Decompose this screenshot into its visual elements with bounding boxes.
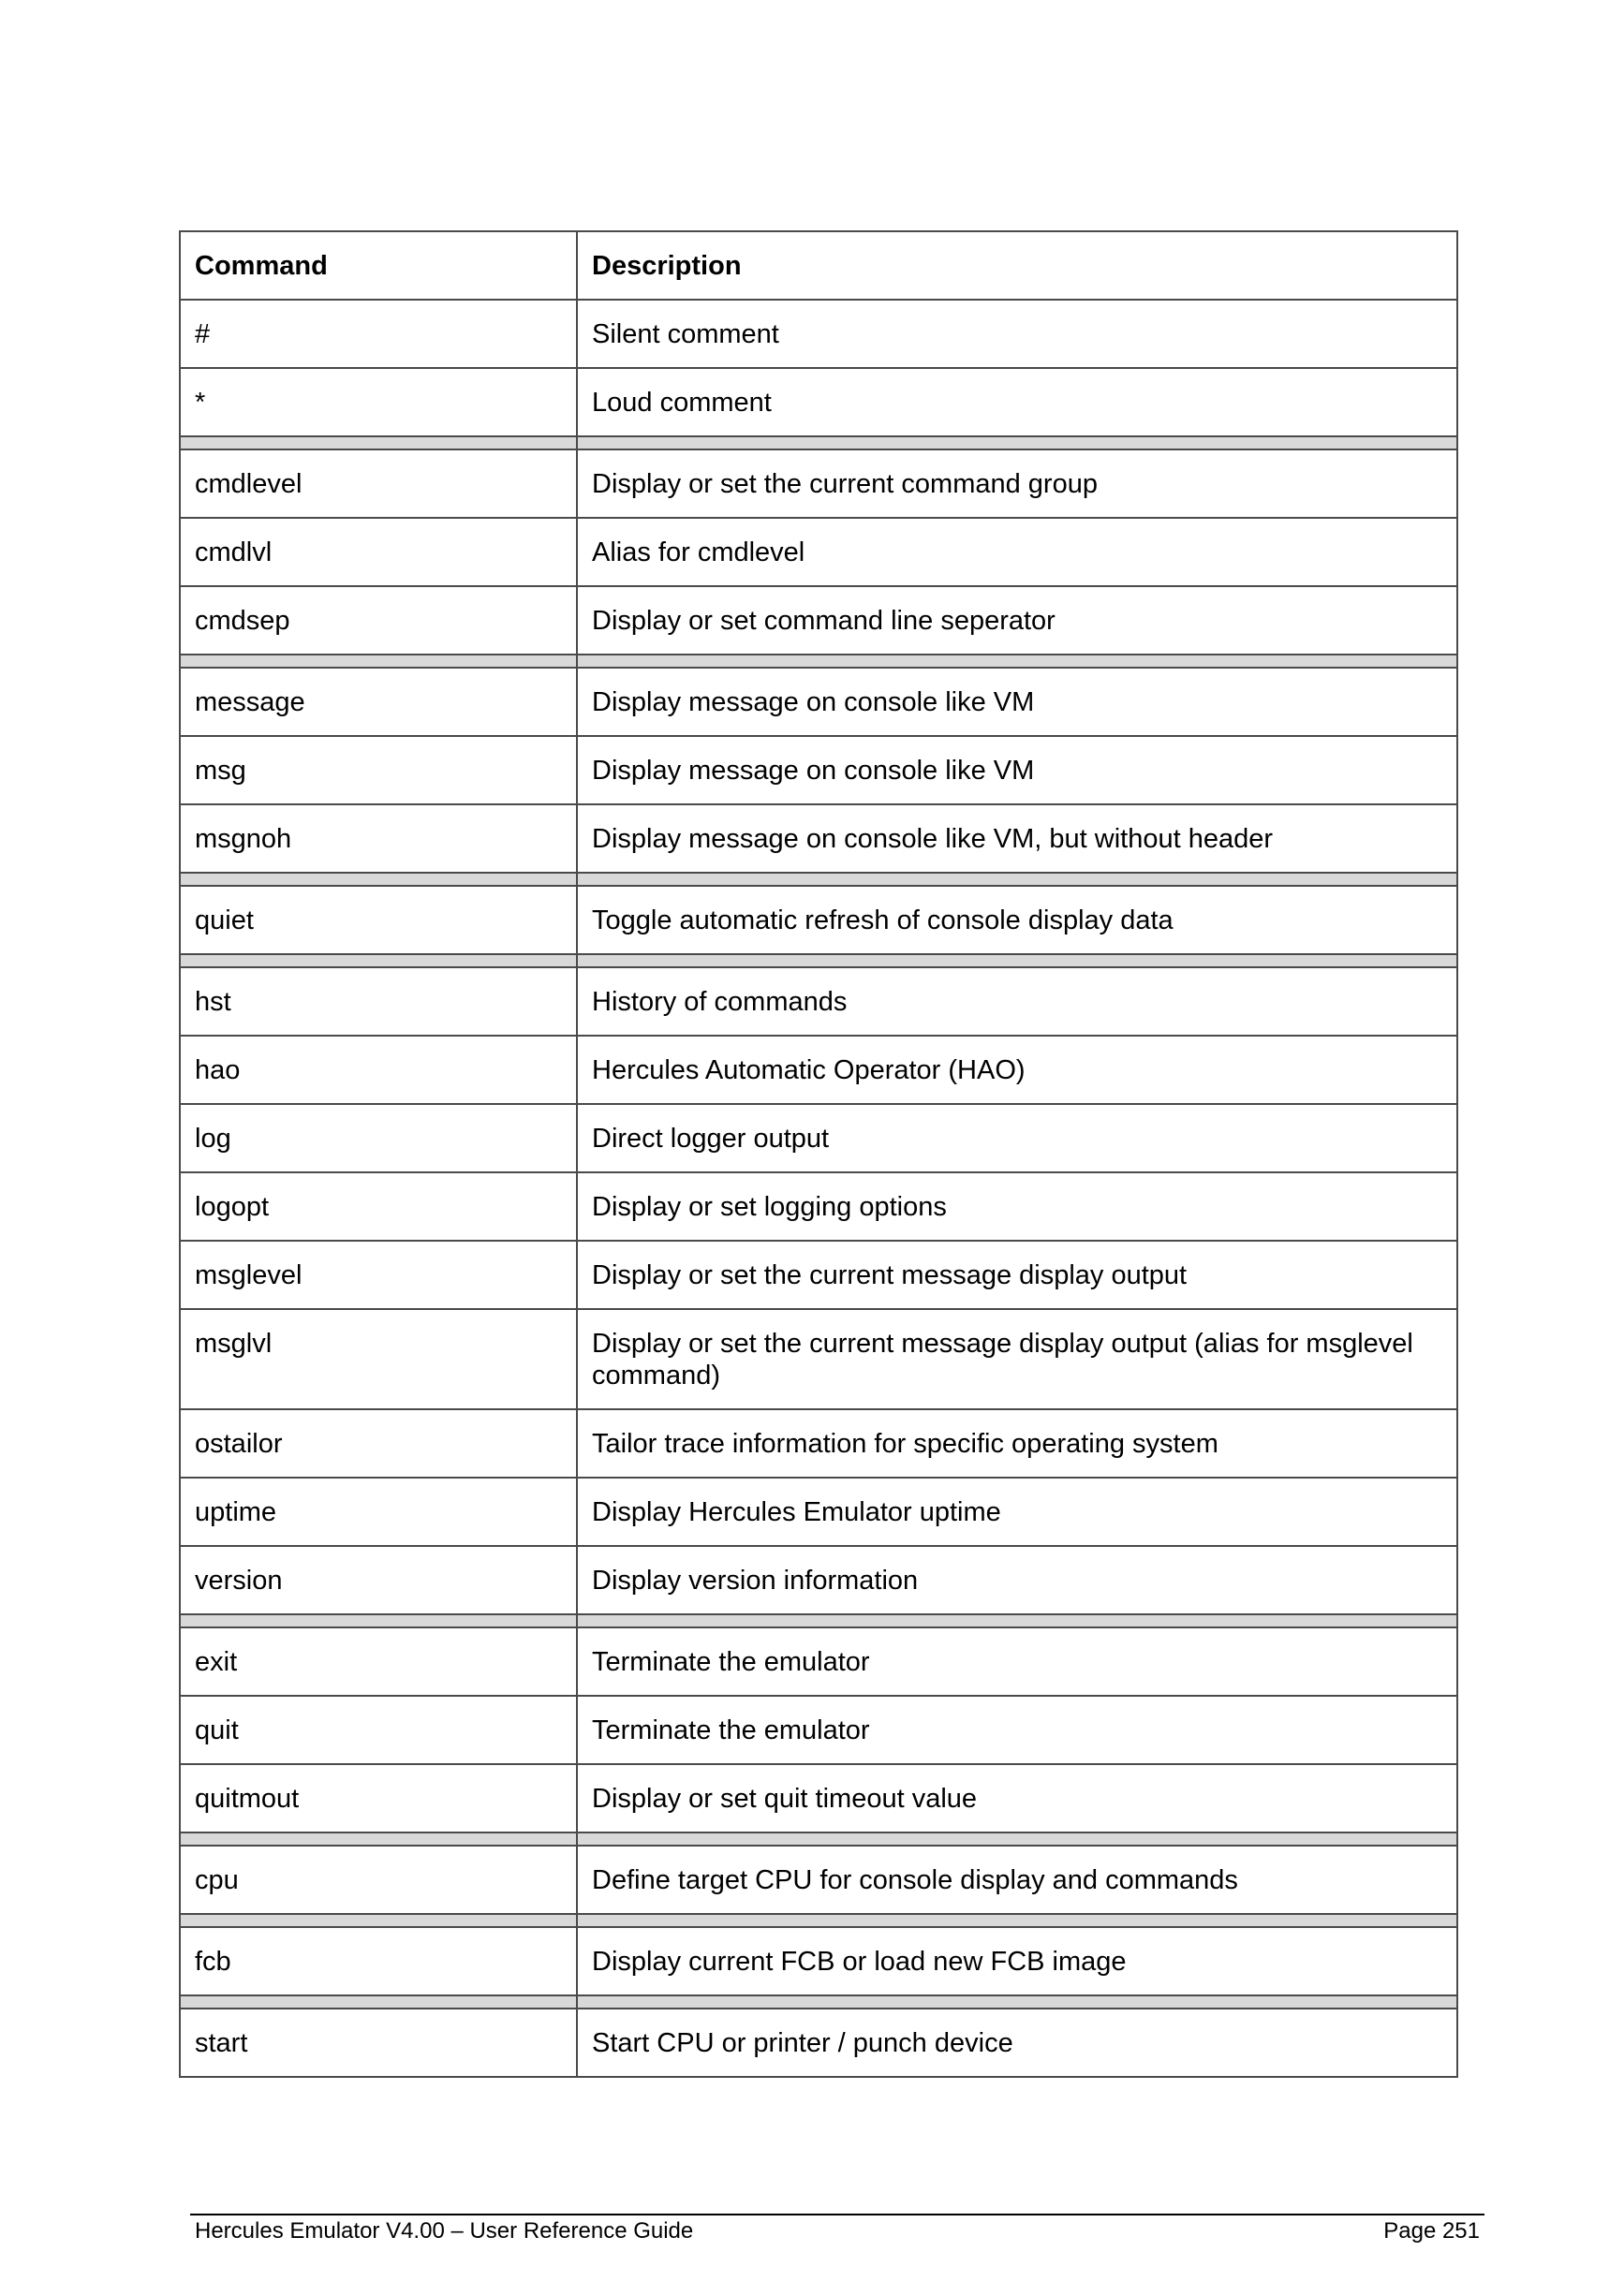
table-row [180, 1036, 1457, 1104]
separator-row [180, 436, 1457, 449]
separator-cell [180, 436, 577, 449]
page-number: Page 251 [1383, 2218, 1480, 2244]
table-row [180, 1764, 1457, 1832]
description-cell: Direct logger output [577, 1104, 1457, 1172]
description-cell: Display message on console like VM [577, 668, 1457, 736]
description-cell: Display message on console like VM [577, 736, 1457, 804]
command-cell: version [180, 1546, 577, 1614]
table-row [180, 1846, 1457, 1914]
command-cell: quiet [180, 886, 577, 954]
separator-row [180, 1614, 1457, 1627]
description-cell: Define target CPU for console display and commands [577, 1846, 1457, 1914]
separator-cell [577, 1995, 1457, 2009]
table-row [180, 967, 1457, 1036]
description-cell: Display or set quit timeout value [577, 1764, 1457, 1832]
command-cell: logopt [180, 1172, 577, 1241]
command-cell: hao [180, 1036, 577, 1104]
command-cell: exit [180, 1627, 577, 1696]
command-cell: cmdsep [180, 586, 577, 655]
separator-cell [180, 873, 577, 886]
separator-row [180, 1832, 1457, 1846]
command-cell: quit [180, 1696, 577, 1764]
footer-title: Hercules Emulator V4.00 – User Reference Guide [195, 2218, 694, 2244]
command-table-body [180, 231, 1457, 2077]
description-cell: Silent comment [577, 300, 1457, 368]
description-cell: Hercules Automatic Operator (HAO) [577, 1036, 1457, 1104]
separator-cell [577, 873, 1457, 886]
description-cell: Display or set command line seperator [577, 586, 1457, 655]
command-cell: uptime [180, 1478, 577, 1546]
table-row [180, 668, 1457, 736]
table-row [180, 2009, 1457, 2077]
description-cell: Display version information [577, 1546, 1457, 1614]
table-row [180, 368, 1457, 436]
separator-row [180, 1914, 1457, 1927]
table-row [180, 1309, 1457, 1409]
table-row [180, 804, 1457, 873]
table-row [180, 886, 1457, 954]
separator-cell [577, 436, 1457, 449]
command-cell: cmdlevel [180, 449, 577, 518]
separator-cell [577, 1614, 1457, 1627]
separator-row [180, 954, 1457, 967]
description-cell: Toggle automatic refresh of console display data [577, 886, 1457, 954]
separator-cell [577, 1832, 1457, 1846]
table-row [180, 1927, 1457, 1995]
table-row [180, 1172, 1457, 1241]
description-cell: Display message on console like VM, but without header [577, 804, 1457, 873]
table-row [180, 1409, 1457, 1478]
command-cell: cmdlvl [180, 518, 577, 586]
description-cell: Tailor trace information for specific operating system [577, 1409, 1457, 1478]
description-cell: Display or set the current message display output [577, 1241, 1457, 1309]
description-cell: Start CPU or printer / punch device [577, 2009, 1457, 2077]
table-row [180, 586, 1457, 655]
description-cell: Alias for cmdlevel [577, 518, 1457, 586]
separator-cell [180, 1832, 577, 1846]
command-cell: log [180, 1104, 577, 1172]
table-row [180, 518, 1457, 586]
command-cell: msglvl [180, 1309, 577, 1409]
separator-cell [180, 1914, 577, 1927]
separator-cell [577, 1914, 1457, 1927]
description-cell: Terminate the emulator [577, 1627, 1457, 1696]
description-cell: Display or set logging options [577, 1172, 1457, 1241]
command-cell: # [180, 300, 577, 368]
table-row [180, 1241, 1457, 1309]
command-cell: hst [180, 967, 577, 1036]
command-cell: msgnoh [180, 804, 577, 873]
separator-row [180, 873, 1457, 886]
command-cell: fcb [180, 1927, 577, 1995]
separator-cell [180, 954, 577, 967]
separator-cell [577, 954, 1457, 967]
table-row [180, 1546, 1457, 1614]
description-cell: Display or set the current message display output (alias for msglevel command) [577, 1309, 1457, 1409]
table-row [180, 1627, 1457, 1696]
separator-cell [180, 1995, 577, 2009]
command-cell: cpu [180, 1846, 577, 1914]
table-row [180, 449, 1457, 518]
description-cell: Display Hercules Emulator uptime [577, 1478, 1457, 1546]
description-cell: Loud comment [577, 368, 1457, 436]
header-command: Command [180, 231, 577, 300]
description-cell: Display current FCB or load new FCB image [577, 1927, 1457, 1995]
description-cell: History of commands [577, 967, 1457, 1036]
command-cell: quitmout [180, 1764, 577, 1832]
separator-cell [180, 1614, 577, 1627]
table-row [180, 736, 1457, 804]
separator-row [180, 655, 1457, 668]
command-cell: start [180, 2009, 577, 2077]
separator-cell [577, 655, 1457, 668]
command-table [179, 230, 1458, 2078]
separator-row [180, 1995, 1457, 2009]
description-cell: Display or set the current command group [577, 449, 1457, 518]
header-description: Description [577, 231, 1457, 300]
command-cell: msglevel [180, 1241, 577, 1309]
table-row [180, 1104, 1457, 1172]
command-cell: msg [180, 736, 577, 804]
table-row [180, 1478, 1457, 1546]
separator-cell [180, 655, 577, 668]
table-row [180, 300, 1457, 368]
description-cell: Terminate the emulator [577, 1696, 1457, 1764]
table-row [180, 1696, 1457, 1764]
table-header-row [180, 231, 1457, 300]
footer-rule [190, 2214, 1484, 2215]
command-cell: * [180, 368, 577, 436]
command-cell: message [180, 668, 577, 736]
command-cell: ostailor [180, 1409, 577, 1478]
